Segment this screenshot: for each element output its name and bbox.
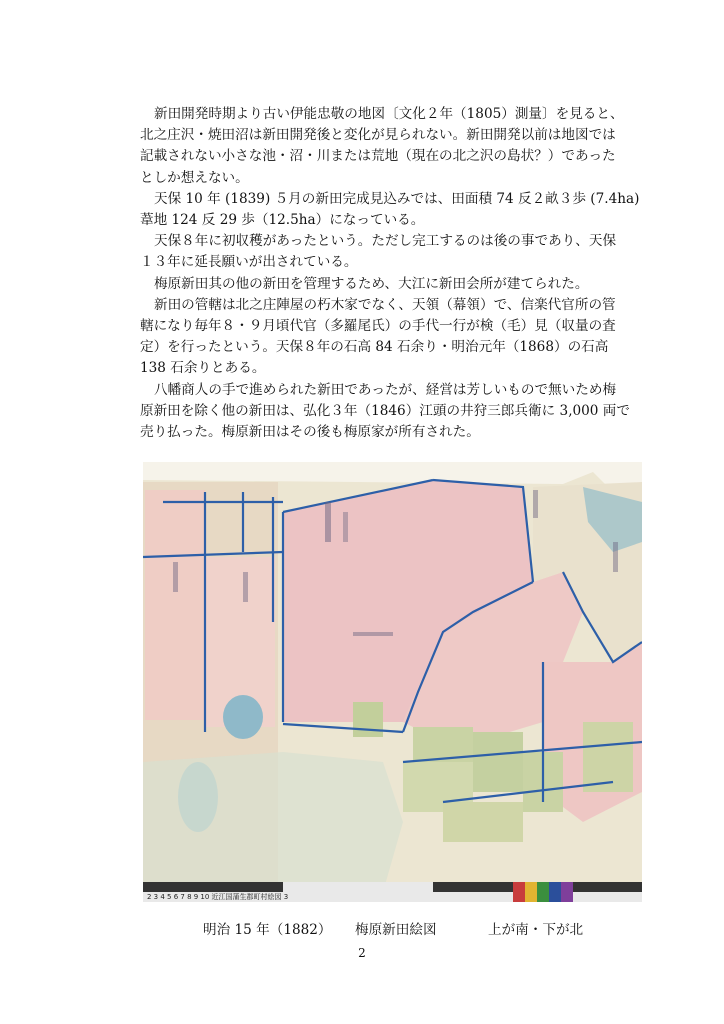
scale-bar-label: 2 3 4 5 6 7 8 9 10 近江国蒲生郡町村絵図 3 bbox=[147, 893, 289, 901]
text-line: 新田開発時期より古い伊能忠敬の地図〔文化２年（1805）測量〕を見ると、 bbox=[154, 106, 624, 122]
text-line: 新田の管轄は北之庄陣屋の朽木家でなく、天領（幕領）で、信楽代官所の管 bbox=[154, 296, 616, 313]
map-green-plot bbox=[443, 802, 523, 842]
map-green-plot bbox=[473, 732, 523, 792]
map-figure bbox=[143, 462, 642, 902]
paragraph bbox=[140, 189, 640, 231]
paragraph bbox=[140, 104, 640, 189]
paragraph bbox=[140, 274, 640, 295]
text-line: 天保 10 年 (1839) ５月の新田完成見込みでは、田面積 74 反２畝３歩 (7.4ha) bbox=[154, 190, 640, 207]
text-line: としか想えない。 bbox=[140, 169, 249, 186]
text-line: 天保８年に初収穫があったという。ただし完工するのは後の事であり、天保 bbox=[154, 233, 617, 250]
text-line: 北之庄沢・焼田沼は新田開発後と変化が見られない。新田開発以前は地図では bbox=[140, 127, 616, 144]
umehara-shinden-map bbox=[143, 462, 642, 902]
paragraph bbox=[140, 231, 640, 273]
body-text bbox=[140, 104, 640, 443]
text-line: 八幡商人の手で進められた新田であったが、経営は芳しいもので無いため梅 bbox=[154, 381, 617, 398]
caption-year: 明治 15 年（1882） bbox=[203, 922, 332, 938]
page-number: 2 bbox=[358, 946, 366, 960]
text-line: 葦地 124 反 29 歩（12.5ha）になっている。 bbox=[140, 212, 425, 229]
text-line: 記載されない小さな池・沼・川または荒地（現在の北之沢の島状？）であった bbox=[140, 148, 616, 165]
text-line: 定）を行ったという。天保８年の石高 84 石余り・明治元年（1868）の石高 bbox=[140, 339, 609, 356]
caption-orientation: 上が南・下が北 bbox=[488, 922, 584, 938]
text-line: 売り払った。梅原新田はその後も梅原家が所有された。 bbox=[140, 424, 480, 441]
map-field bbox=[145, 490, 205, 720]
text-line: 轄になり毎年８・９月頃代官（多羅尾氏）の手代一行が検（毛）見（収量の査 bbox=[140, 318, 616, 335]
text-line: 原新田を除く他の新田は、弘化３年（1846）江頭の井狩三郎兵衛に 3,000 両で bbox=[140, 402, 630, 419]
text-line: 梅原新田其の他の新田を管理するため、大江に新田会所が建てられた。 bbox=[154, 275, 589, 292]
caption-title: 梅原新田絵図 bbox=[355, 922, 437, 938]
paragraph bbox=[140, 380, 640, 444]
paragraph bbox=[140, 295, 640, 380]
map-marsh bbox=[143, 752, 403, 892]
map-pond bbox=[223, 695, 263, 739]
map-green-plot bbox=[353, 702, 383, 737]
text-line: １３年に延長願いが出されている。 bbox=[140, 254, 358, 271]
text-line: 138 石余りとある。 bbox=[140, 360, 266, 377]
